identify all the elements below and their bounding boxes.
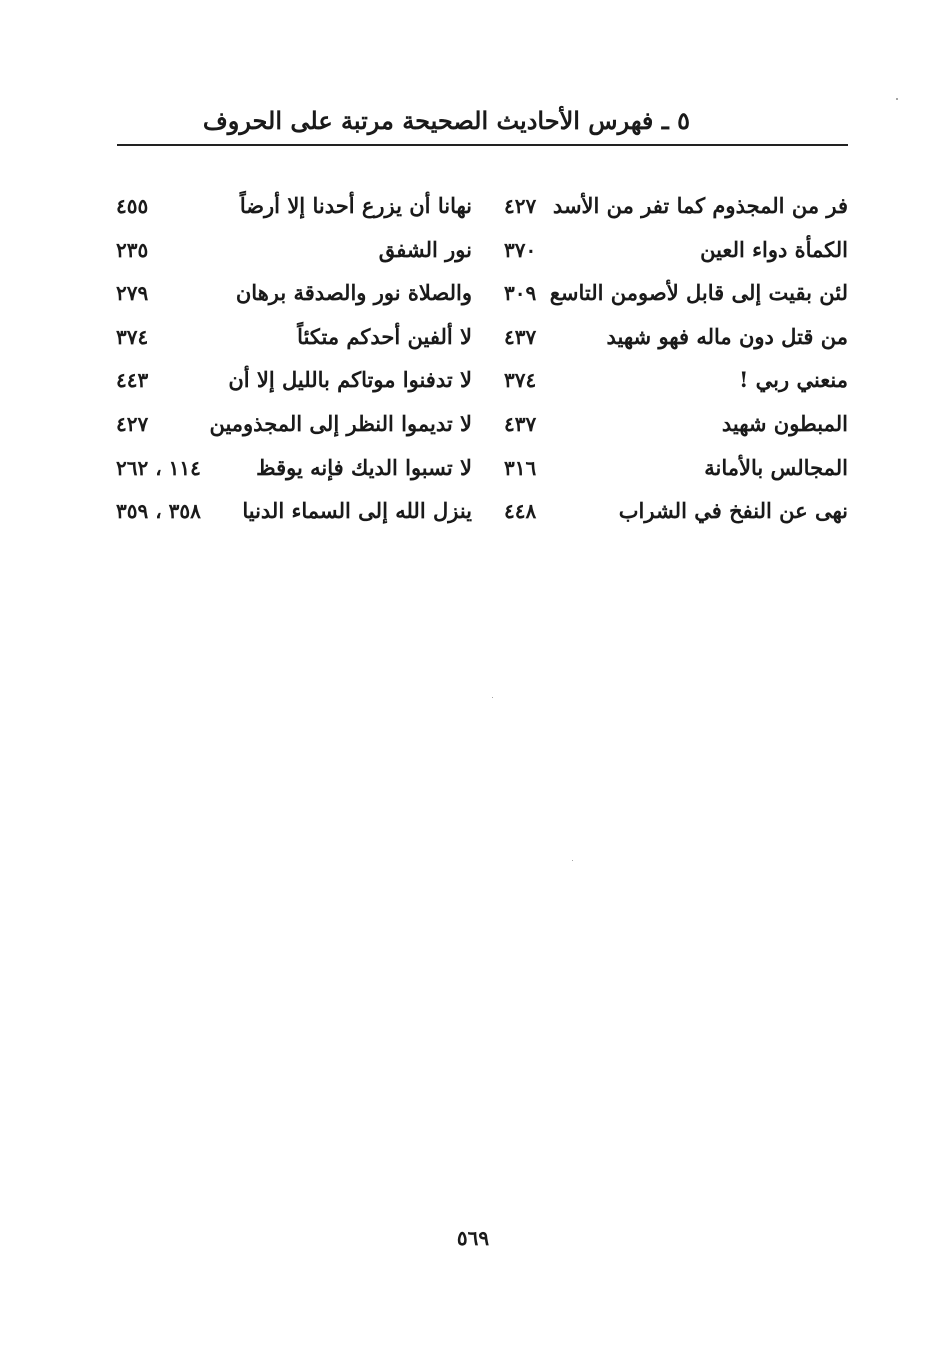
page-reference: ٤٢٧ <box>504 194 537 218</box>
index-entry <box>112 188 472 232</box>
page-reference: ٤٥٥ <box>116 194 149 218</box>
hadith-text: نهانا أن يزرع أحدنا إلا أرضاً <box>239 193 472 218</box>
page-reference: ٤٣٧ <box>504 411 537 436</box>
hadith-text: لا تدفنوا موتاكم بالليل إلا أن <box>228 367 472 393</box>
page-reference: ٢٧٩ <box>116 281 149 306</box>
hadith-text: لا ألفين أحدكم متكئاً <box>297 323 472 349</box>
scan-speck <box>572 860 573 861</box>
page-reference: ٣٧٤ <box>116 324 149 349</box>
hadith-text: فر من المجذوم كما تفر من الأسد <box>552 193 848 218</box>
index-entry <box>112 493 472 537</box>
index-entry <box>488 319 848 363</box>
index-column-right <box>488 188 848 537</box>
page-reference: ٣٧٤ <box>504 368 537 393</box>
page-reference: ٢٣٥ <box>116 237 149 262</box>
index-entry <box>112 232 472 276</box>
hadith-text: لئن بقيت إلى قابل لأصومن التاسع <box>549 280 848 306</box>
page-reference: ٤٣٧ <box>504 324 537 349</box>
page-reference: ٤٤٣ <box>116 368 149 393</box>
scan-speck <box>896 98 898 100</box>
hadith-text: نور الشفق <box>378 236 472 262</box>
index-entry <box>112 319 472 363</box>
hadith-text: ينزل الله إلى السماء الدنيا <box>242 498 472 524</box>
index-entry <box>488 493 848 537</box>
hadith-text: المجالس بالأمانة <box>704 454 848 480</box>
index-entry <box>488 450 848 494</box>
page-reference: ٤٢٧ <box>116 411 149 436</box>
page-number: ٥٦٩ <box>456 1226 490 1250</box>
hadith-text: نهى عن النفخ في الشراب <box>618 498 848 524</box>
hadith-text: لا تسبوا الديك فإنه يوقظ <box>256 454 472 480</box>
page-reference: ٤٤٨ <box>504 499 537 524</box>
page-title: ٥ ـ فهرس الأحاديث الصحيحة مرتبة على الحروف <box>202 106 690 135</box>
hadith-text: منعني ربي ! <box>739 367 848 393</box>
hadith-text: الكمأة دواء العين <box>700 236 848 262</box>
hadith-text: والصلاة نور والصدقة برهان <box>235 280 472 306</box>
hadith-text: المبطون شهيد <box>721 410 848 436</box>
index-entry <box>112 275 472 319</box>
page-reference: ٣٠٩ <box>504 281 537 306</box>
page-reference: ١١٤ ، ٢٦٢ <box>116 455 201 480</box>
index-entry <box>112 450 472 494</box>
page-reference: ٣٥٨ ، ٣٥٩ <box>116 499 201 524</box>
hadith-text: لا تديموا النظر إلى المجذومين <box>209 410 472 436</box>
hadith-text: من قتل دون ماله فهو شهيد <box>606 323 848 349</box>
index-entry <box>488 188 848 232</box>
page-reference: ٣٧٠ <box>504 237 537 262</box>
index-entry <box>112 362 472 406</box>
index-column-left <box>112 188 472 537</box>
page-header <box>117 100 848 146</box>
index-entry <box>112 406 472 450</box>
index-entry <box>488 406 848 450</box>
index-entry <box>488 232 848 276</box>
index-entry <box>488 362 848 406</box>
index-entry <box>488 275 848 319</box>
page-reference: ٣١٦ <box>504 455 537 480</box>
scan-speck <box>492 697 493 698</box>
